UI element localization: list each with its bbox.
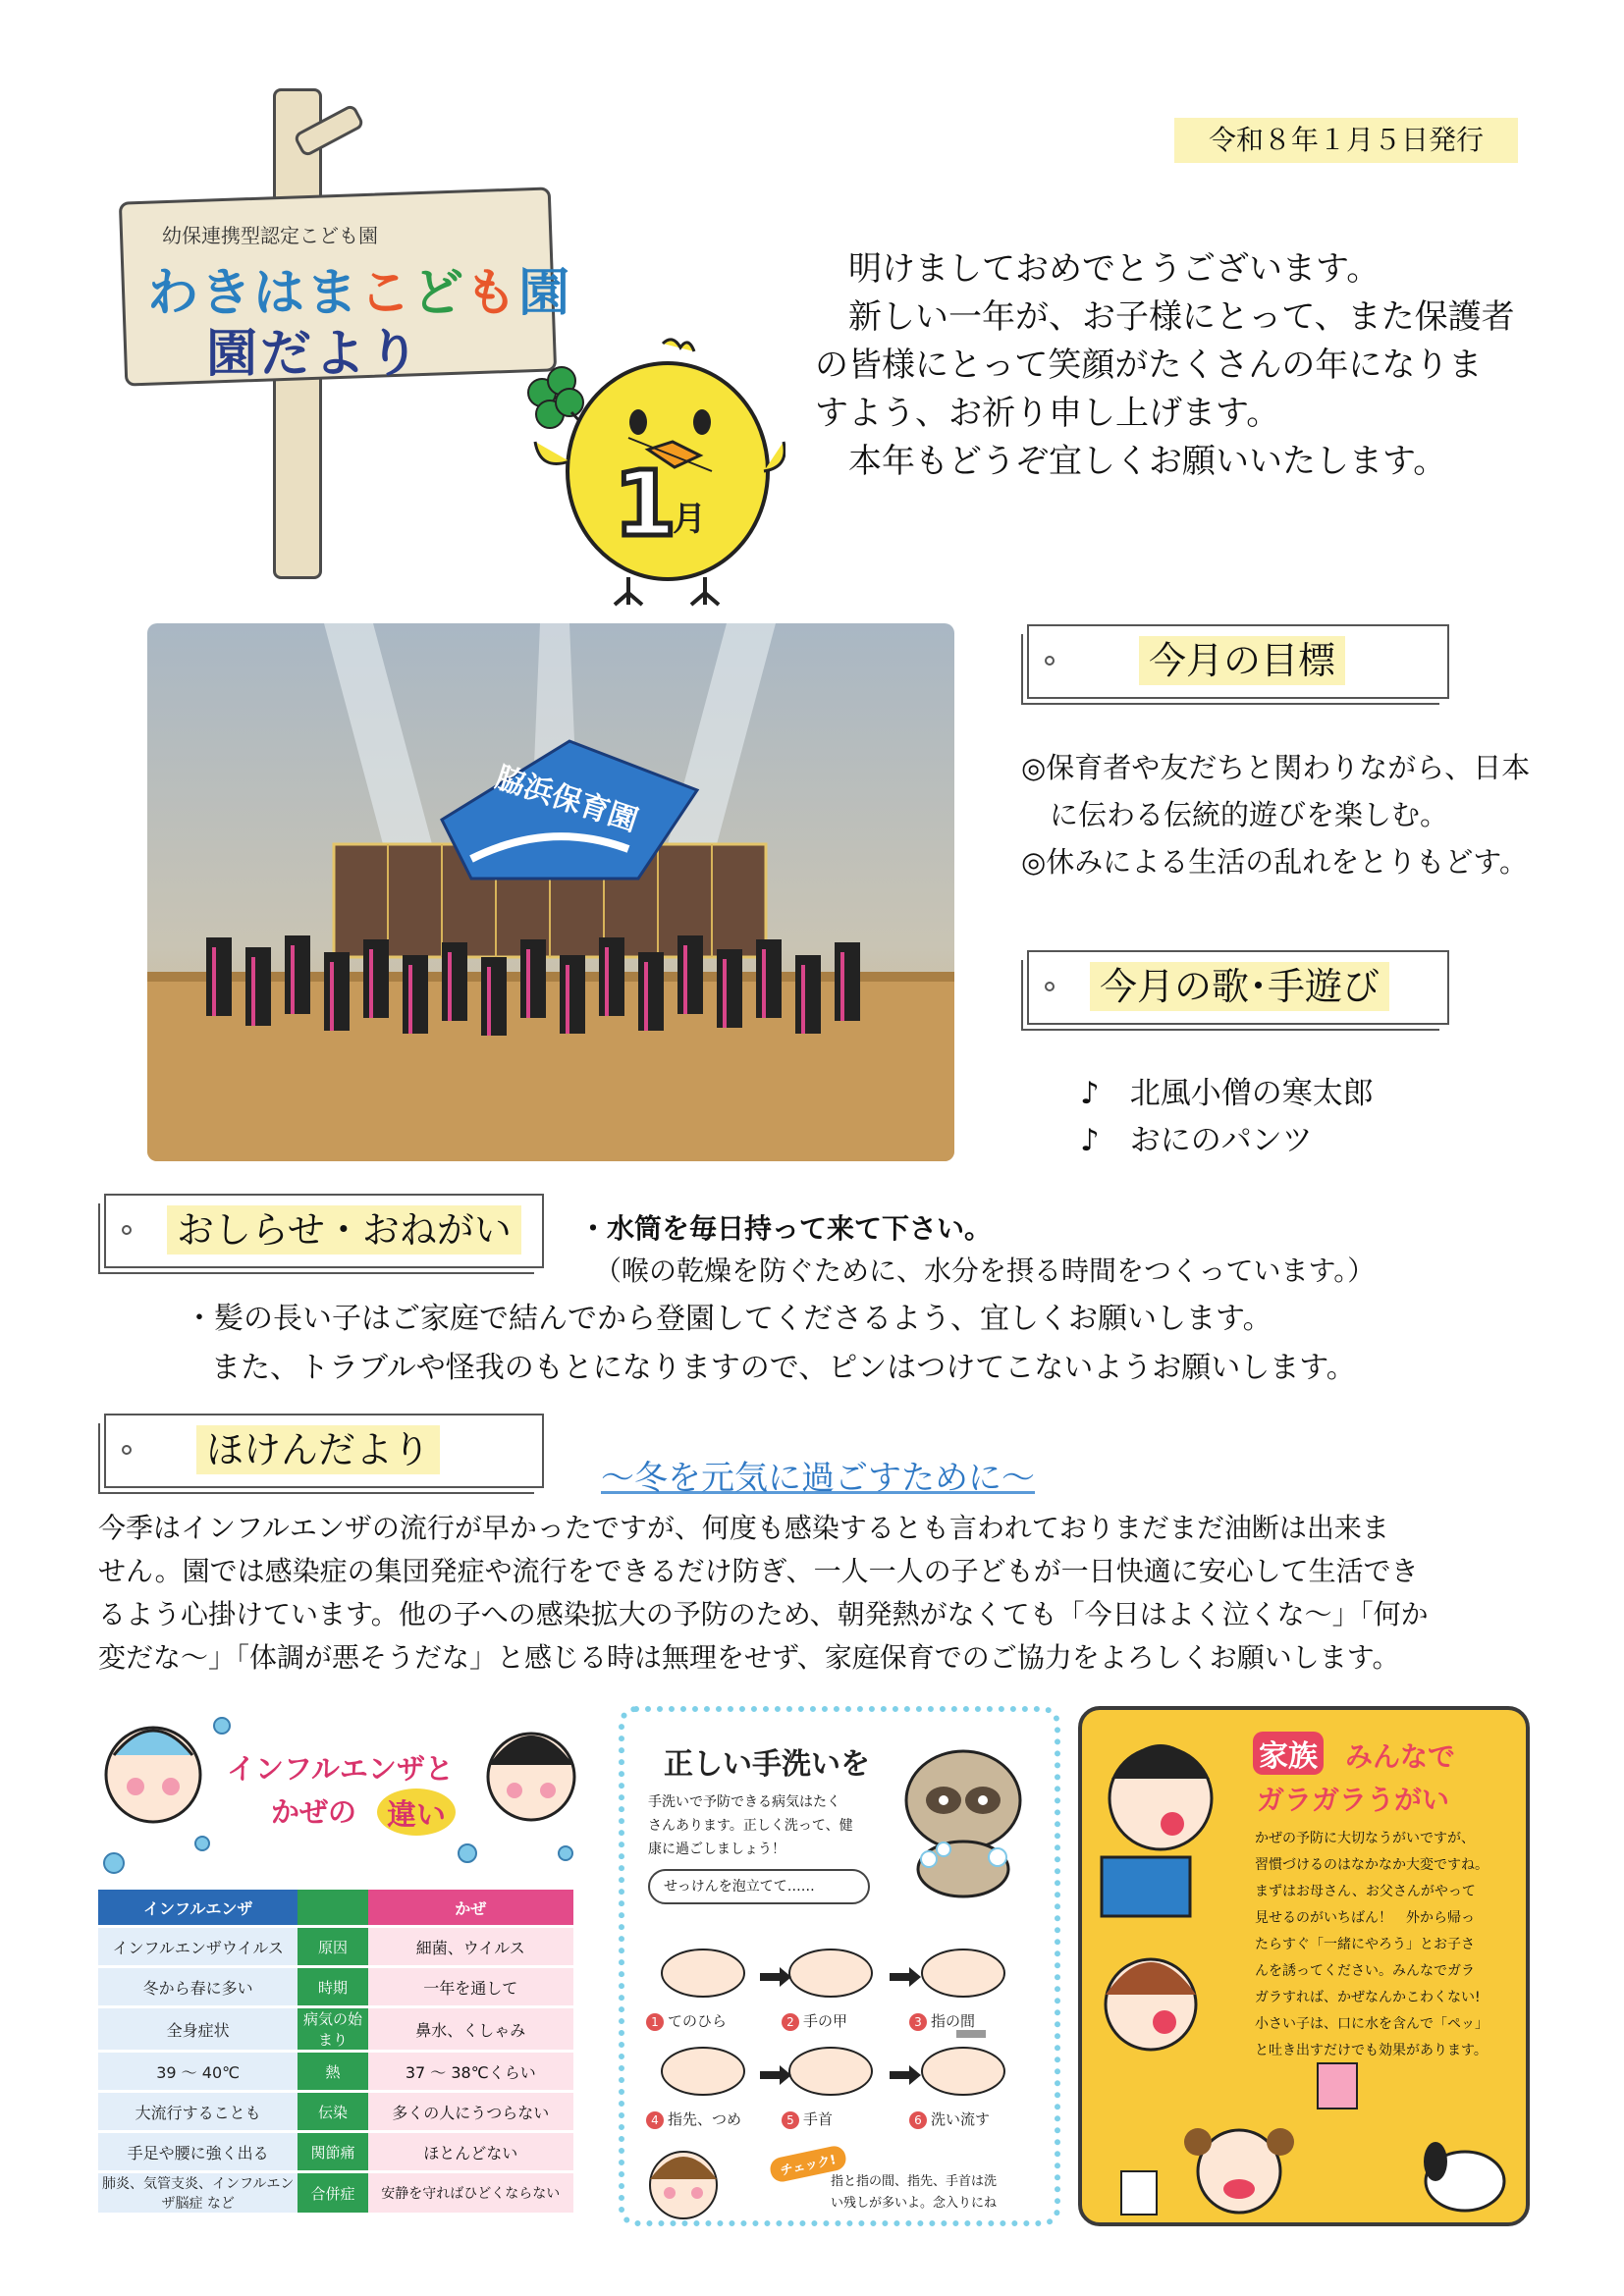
table-cell: 39 ～ 40℃ [98, 2053, 298, 2090]
song-item: ♪ おにのパンツ [1080, 1123, 1313, 1158]
flu-vs-cold-panel [94, 1706, 585, 2226]
table-cell: 合併症 [298, 2173, 367, 2213]
health-line: せん。園では感染症の集団発症や流行をできるだけ防ぎ、一人一人の子どもが一日快適に安心して生活でき [98, 1555, 1419, 1587]
sign-title-part: わきはま [147, 264, 360, 323]
stage-performance-photo [147, 623, 954, 1161]
tag-hole [122, 1445, 132, 1455]
issue-date: 令和８年１月５日発行 [1174, 118, 1518, 163]
sign-title-part: も [465, 264, 519, 323]
gargle-line: と吐き出すだけでも効果があります。 [1255, 2043, 1488, 2058]
table-cell: 原因 [298, 1928, 367, 1965]
notice-line: （喉の乾燥を防ぐために、水分を摂る時間をつくっています。） [594, 1255, 1376, 1287]
wash-intro [648, 1790, 853, 1861]
greeting-line: 新しい一年が、お子様にとって、また保護者 [815, 297, 1515, 337]
sign-title-part: 園 [518, 264, 572, 323]
wash-step-4 [646, 2109, 741, 2129]
soap-speech-bubble: せっけんを泡立てて…… [648, 1869, 870, 1904]
greeting-line: の皆様にとって笑顔がたくさんの年になりま [815, 346, 1483, 385]
table-cell: 病気の始まり [298, 2008, 367, 2050]
girl-illustration [634, 2136, 752, 2222]
table-cell: 安静を守ればひどくならない [368, 2173, 573, 2213]
gargle-line: ガラすれば、かぜなんかこわくない! [1255, 1990, 1481, 2005]
table-row [98, 2053, 573, 2090]
step-label: 洗い流す [931, 2110, 991, 2128]
sign-title-part: こ [359, 264, 413, 323]
table-header-cell: かぜ [368, 1890, 573, 1925]
wash-title: 正しい手洗いを [664, 1747, 870, 1782]
song-list [1080, 1070, 1374, 1164]
wash-intro-line: 手洗いで予防できる病気はたく [648, 1794, 840, 1810]
step-label: てのひら [668, 2012, 728, 2030]
banner-text: 脇浜保育園 [491, 760, 642, 839]
songs-heading-tag [1027, 950, 1449, 1025]
table-row [98, 2133, 573, 2170]
flu-title-3: 違い [377, 1789, 456, 1836]
flu-vs-cold-table [98, 1887, 573, 2216]
table-cell: インフルエンザウイルス [98, 1928, 298, 1965]
health-body [98, 1507, 1542, 1680]
chick-illustration [511, 324, 785, 618]
gargle-title-main: ガラガラうがい [1257, 1784, 1450, 1816]
table-header-cell: インフルエンザ [98, 1890, 298, 1925]
table-cell: 手足や腰に強く出る [98, 2133, 298, 2170]
table-cell: 熱 [298, 2053, 367, 2090]
greeting-line: 明けましておめでとうございます。 [815, 249, 1380, 289]
notice-line: ・水筒を毎日持って来て下さい。 [579, 1212, 993, 1245]
table-cell: 細菌、ウイルス [368, 1928, 573, 1965]
wash-intro-line: さんあります。正しく洗って、健 [648, 1818, 853, 1834]
tag-hole [1045, 656, 1055, 666]
table-row [98, 2008, 573, 2050]
sign-title-newsletter: 園だより [206, 325, 423, 384]
step-number: 1 [646, 2013, 664, 2031]
wash-step-3 [909, 2010, 975, 2031]
health-line: 今季はインフルエンザの流行が早かったですが、何度も感染するとも言われておりまだまだ油断は出来ま [98, 1512, 1389, 1544]
greeting-line: すよう、お祈り申し上げます。 [815, 394, 1280, 433]
wash-step-1 [646, 2010, 727, 2031]
table-cell: 鼻水、くしゃみ [368, 2008, 573, 2050]
gargle-line: 見せるのがいちばん！ 外から帰っ [1255, 1910, 1475, 1926]
gargle-panel [1078, 1706, 1530, 2226]
check-note-line: い残しが多いよ。念入りにね [831, 2196, 998, 2211]
goal-heading-tag [1027, 624, 1449, 699]
table-row [98, 1968, 573, 2005]
tag-hole [1045, 982, 1055, 991]
gargle-line: かぜの予防に大切なうがいですが、 [1255, 1831, 1475, 1846]
step-number: 4 [646, 2111, 664, 2129]
greeting-line: 本年もどうぞ宜しくお願いいたします。 [815, 442, 1447, 481]
health-line: 変だな～」「体調が悪そうだな」と感じる時は無理をせず、家庭保育でのご協力をよろしくお願いします。 [98, 1641, 1400, 1674]
table-cell: 全身症状 [98, 2008, 298, 2050]
wash-step-6 [909, 2109, 990, 2129]
health-heading: ほけんだより [196, 1425, 440, 1474]
check-badge: チェック! [768, 2144, 847, 2184]
table-cell: 多くの人にうつらない [368, 2093, 573, 2130]
raccoon-illustration [890, 1732, 1037, 1898]
month-number: 1 [614, 452, 677, 557]
step-number: 5 [782, 2111, 799, 2129]
new-year-greeting [815, 245, 1561, 486]
step-number: 6 [909, 2111, 927, 2129]
step-label: 指先、つめ [668, 2110, 742, 2128]
song-item: ♪ 北風小僧の寒太郎 [1080, 1076, 1374, 1111]
notices-heading-tag [104, 1194, 544, 1268]
step-label: 手首 [803, 2110, 834, 2128]
wash-intro-line: 康に過ごしましょう！ [648, 1842, 785, 1857]
gargle-line: んを誘ってください。みんなでガラ [1255, 1963, 1475, 1979]
table-row [98, 2093, 573, 2130]
table-header-cell [298, 1890, 367, 1925]
goal-item: ◎休みによる生活の乱れをとりもどす。 [1021, 845, 1528, 879]
notices-heading: おしらせ・おねがい [167, 1205, 521, 1255]
step-label: 指の間 [931, 2012, 976, 2030]
check-note-line: 指と指の間、指先、手首は洗 [831, 2174, 998, 2189]
sign-subtitle: 幼保連携型認定こども園 [162, 224, 378, 247]
table-row [98, 2173, 573, 2213]
health-heading-tag [104, 1414, 544, 1488]
table-header-row [98, 1890, 573, 1925]
sign-title-part: ど [412, 264, 466, 323]
table-cell: 肺炎、気管支炎、インフルエンザ脳症 など [98, 2173, 298, 2213]
table-cell: 冬から春に多い [98, 1968, 298, 2005]
step-label: 手の甲 [803, 2012, 848, 2030]
gargle-line: 小さい子は、口に水を含んで「ペッ」 [1255, 2016, 1489, 2032]
goal-list [1021, 744, 1600, 885]
step-number: 2 [782, 2013, 799, 2031]
month-unit: 月 [673, 500, 706, 539]
table-cell: 伝染 [298, 2093, 367, 2130]
gargle-title-everyone: みんなで [1345, 1740, 1456, 1773]
wash-step-5 [782, 2109, 833, 2129]
hand-washing-panel [619, 1706, 1060, 2226]
table-cell: 時期 [298, 1968, 367, 2005]
gargle-line: たらすぐ「一緒にやろう」とお子さ [1255, 1937, 1475, 1952]
gargle-line: 習慣づけるのはなかなか大変ですね。 [1255, 1857, 1489, 1873]
flu-title-1: インフルエンザと [227, 1752, 454, 1786]
goal-item: ◎保育者や友だちと関わりながら、日本 [1021, 751, 1531, 784]
notice-line: ・髪の長い子はご家庭で結んでから登園してくださるよう、宜しくお願いします。 [185, 1302, 1272, 1336]
notice-line: また、トラブルや怪我のもとになりますので、ピンはつけてこないようお願いします。 [182, 1351, 1356, 1385]
tag-hole [122, 1225, 132, 1235]
goal-item: に伝わる伝統的遊びを楽しむ。 [1021, 798, 1449, 831]
gargle-line: まずはお母さん、お父さんがやって [1255, 1884, 1476, 1899]
table-cell: ほとんどない [368, 2133, 573, 2170]
table-row [98, 1928, 573, 1965]
flu-title-2: かぜの [271, 1795, 357, 1829]
table-cell: 大流行することも [98, 2093, 298, 2130]
gargle-title-family: 家族 [1253, 1732, 1324, 1775]
table-cell: 一年を通して [368, 1968, 573, 2005]
table-cell: 関節痛 [298, 2133, 367, 2170]
songs-heading: 今月の歌･手遊び [1090, 962, 1389, 1011]
table-cell: 37 ～ 38℃くらい [368, 2053, 573, 2090]
wash-step-2 [782, 2010, 847, 2031]
gargle-text [1255, 1826, 1530, 2064]
check-note [831, 2171, 997, 2215]
goal-heading: 今月の目標 [1139, 636, 1345, 685]
step-number: 3 [909, 2013, 927, 2031]
health-subtitle: ～冬を元気に過ごすために～ [601, 1459, 1035, 1498]
health-line: るよう心掛けています。他の子への感染拡大の予防のため、朝発熱がなくても「今日はよく泣くな～」「何か [98, 1598, 1429, 1630]
